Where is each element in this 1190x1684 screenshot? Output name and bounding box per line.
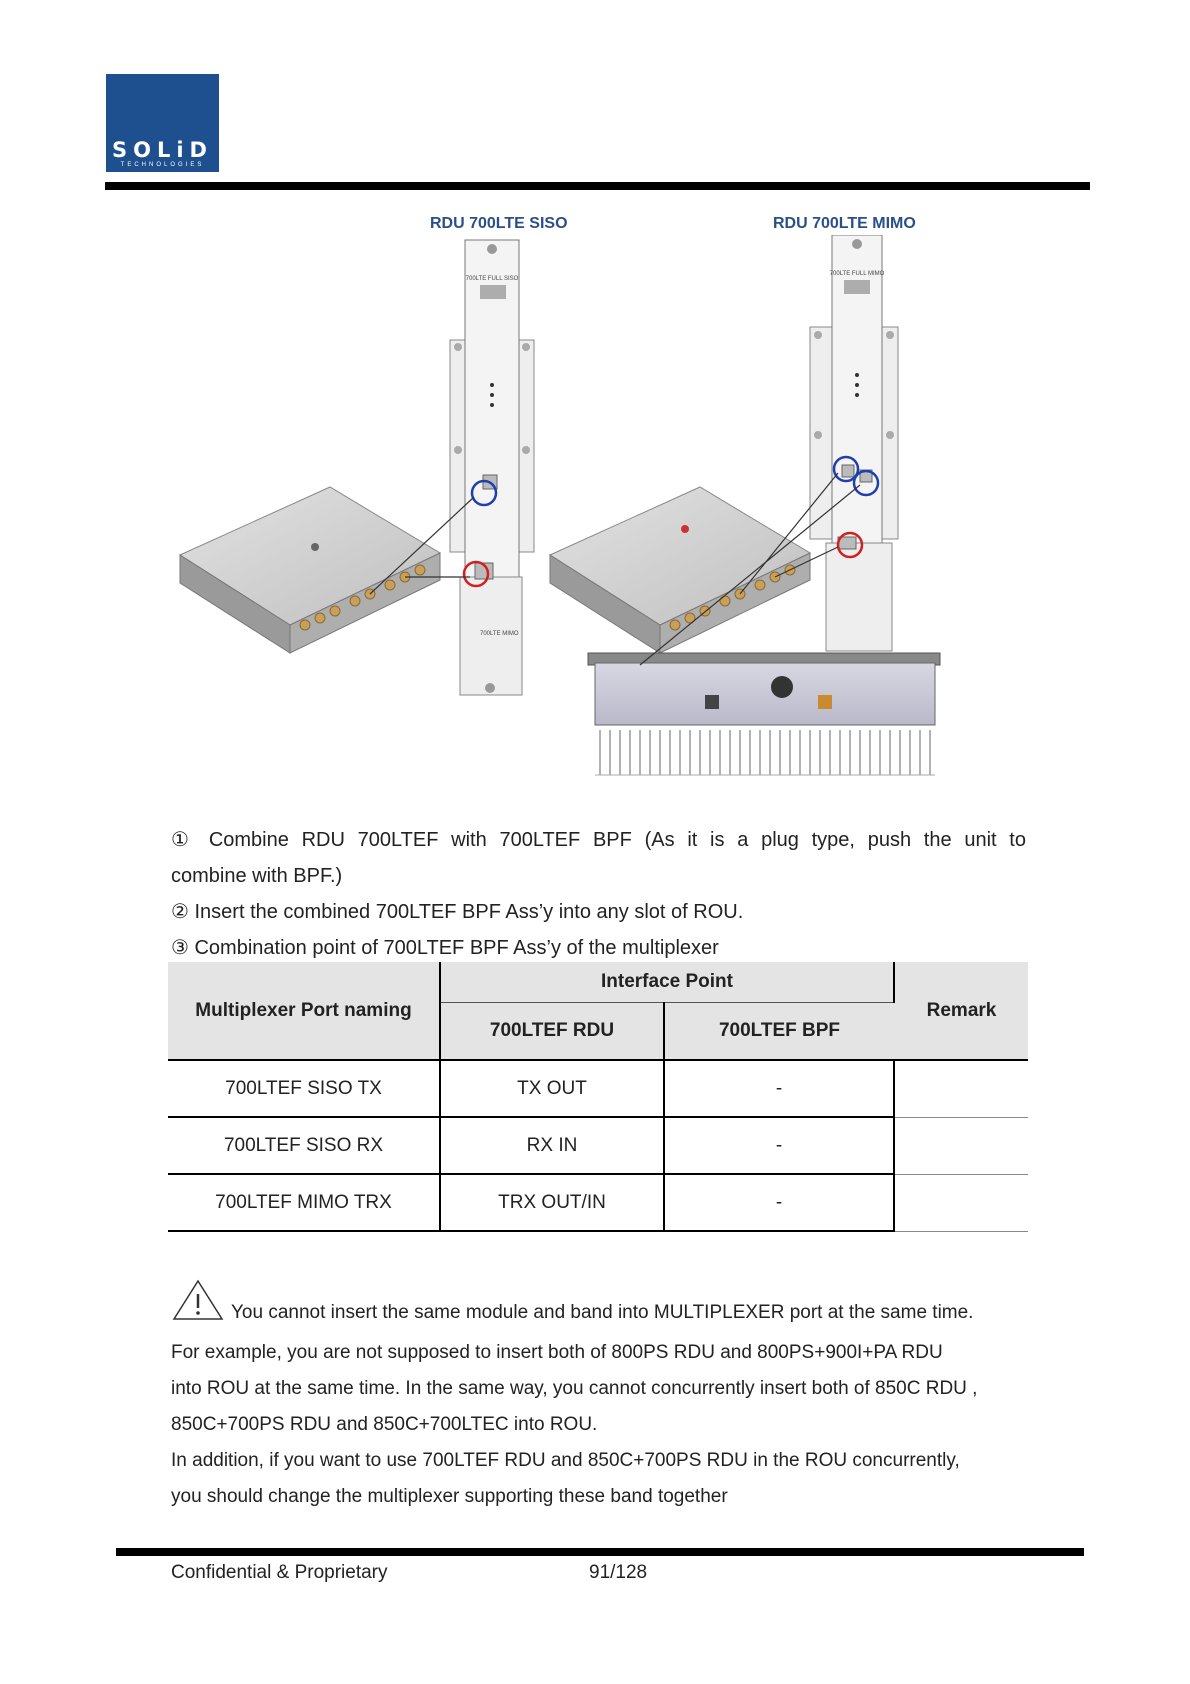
- bpf-label-siso: 700LTE MIMO: [480, 631, 519, 637]
- warning-line-4: 850C+700PS RDU and 850C+700LTEC into ROU.: [171, 1414, 598, 1435]
- warning-note: [171, 1278, 1031, 1515]
- cell-port: 700LTEF SISO RX: [168, 1117, 440, 1174]
- warning-line-1: You cannot insert the same module and band into MULTIPLEXER port at the same time.: [231, 1302, 974, 1323]
- header-bpf: 700LTEF BPF: [664, 1003, 894, 1061]
- steps: [171, 822, 1026, 966]
- cell-port: 700LTEF MIMO TRX: [168, 1174, 440, 1231]
- cell-bpf: -: [664, 1117, 894, 1174]
- footer-confidential: Confidential & Proprietary: [171, 1562, 388, 1583]
- multiplexer-port-table: [168, 962, 1028, 1232]
- installation-figure: [170, 235, 1020, 780]
- rdu-module-mimo: [810, 235, 898, 571]
- table-header-row: [168, 962, 1028, 1003]
- header-rule: [105, 182, 1090, 190]
- module-label-mimo: 700LTE FULL MIMO: [829, 271, 885, 277]
- warning-triangle-icon: [171, 1278, 225, 1335]
- step-3: ③ Combination point of 700LTEF BPF Ass’y of the multiplexer: [171, 937, 719, 959]
- logo-name: SOLiD: [112, 138, 213, 162]
- multiplexer-right: [550, 487, 810, 653]
- table-row: [168, 1174, 1028, 1231]
- caption-rdu-siso: RDU 700LTE SISO: [430, 215, 568, 232]
- cell-bpf: -: [664, 1060, 894, 1117]
- warning-line-3: into ROU at the same time. In the same way, you cannot concurrently insert both of 850C RDU ,: [171, 1378, 978, 1399]
- cell-rdu: TX OUT: [440, 1060, 664, 1117]
- rou-chassis: [588, 653, 940, 775]
- header-remark: Remark: [894, 962, 1028, 1060]
- header-interface-point: Interface Point: [440, 962, 894, 1003]
- module-label-siso: 700LTE FULL SISO: [465, 276, 519, 282]
- cell-remark: [894, 1060, 1028, 1117]
- multiplexer-left: [180, 487, 440, 653]
- cell-remark: [894, 1174, 1028, 1231]
- step-1-line-2: combine with BPF.): [171, 865, 343, 887]
- cell-rdu: TRX OUT/IN: [440, 1174, 664, 1231]
- header-rdu: 700LTEF RDU: [440, 1003, 664, 1061]
- cell-rdu: RX IN: [440, 1117, 664, 1174]
- cell-remark: [894, 1117, 1028, 1174]
- warning-line-2: For example, you are not supposed to insert both of 800PS RDU and 800PS+900I+PA RDU: [171, 1342, 943, 1363]
- cell-port: 700LTEF SISO TX: [168, 1060, 440, 1117]
- header-port-naming: Multiplexer Port naming: [168, 962, 440, 1060]
- step-2: ② Insert the combined 700LTEF BPF Ass’y into any slot of ROU.: [171, 901, 744, 923]
- logo-subtitle: TECHNOLOGIES: [120, 162, 205, 168]
- table-row: [168, 1060, 1028, 1117]
- cell-bpf: -: [664, 1174, 894, 1231]
- warning-line-6: you should change the multiplexer supporting these band together: [171, 1486, 728, 1507]
- caption-rdu-mimo: RDU 700LTE MIMO: [773, 215, 916, 232]
- warning-line-5: In addition, if you want to use 700LTEF RDU and 850C+700PS RDU in the ROU concurrently,: [171, 1450, 960, 1471]
- step-1-line-1: ① Combine RDU 700LTEF with 700LTEF BPF (As it is a plug type, push the unit to: [171, 829, 1026, 851]
- rdu-module-siso: [450, 240, 534, 580]
- footer-rule: [116, 1548, 1084, 1556]
- page-number: 91/128: [589, 1562, 648, 1583]
- table-row: [168, 1117, 1028, 1174]
- company-logo: [106, 74, 219, 172]
